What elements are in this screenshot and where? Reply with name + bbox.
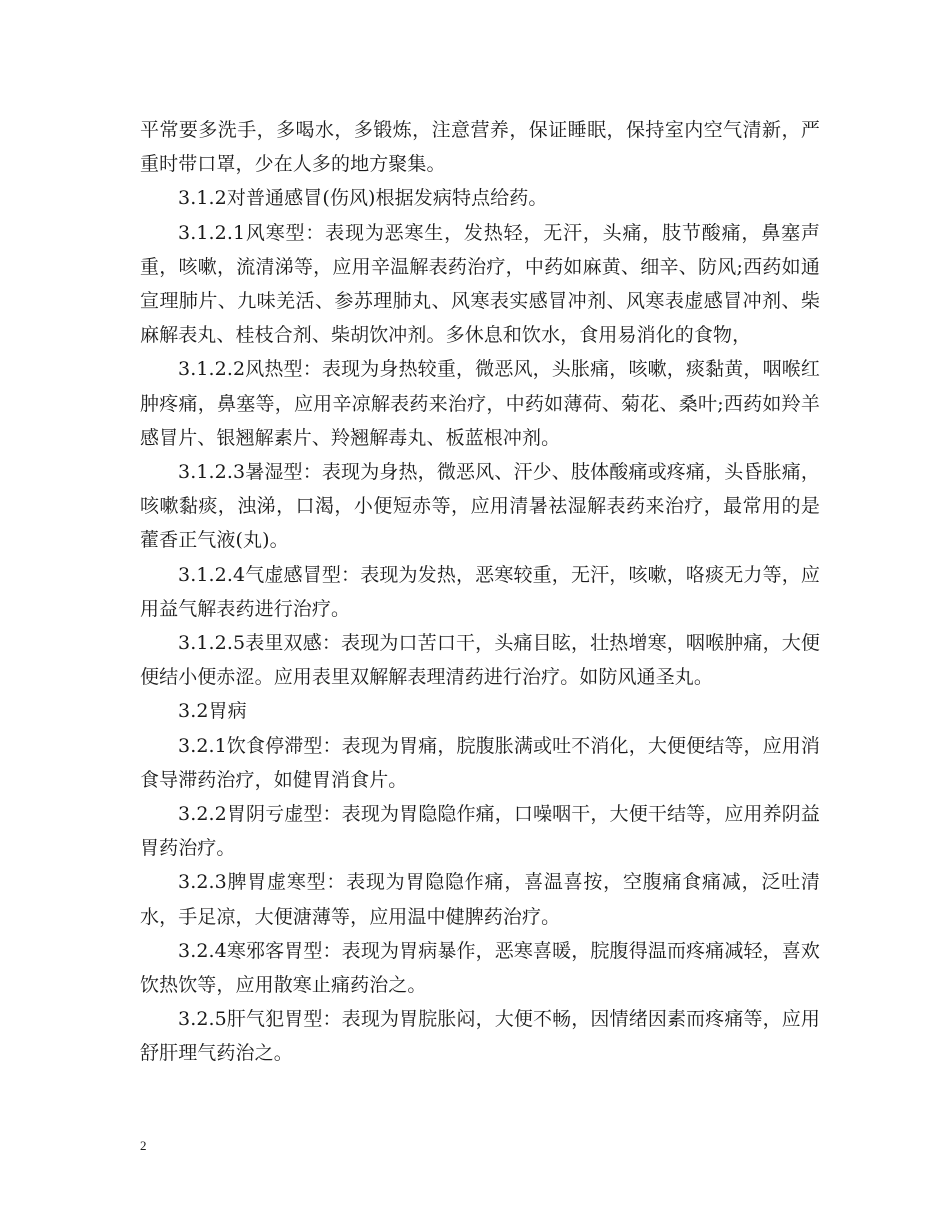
paragraph: 3.2.1饮食停滞型：表现为胃痛，脘腹胀满或吐不消化，大便便结等，应用消食导滞药治疗，如健胃消食片。 [140, 734, 820, 791]
paragraph: 3.1.2.3暑湿型：表现为身热，微恶风、汗少、肢体酸痛或疼痛，头昏胀痛，咳嗽黏痰，浊涕，口渴，小便短赤等，应用清暑祛湿解表药来治疗，最常用的是藿香正气液(丸)。 [140, 461, 820, 552]
paragraph: 平常要多洗手，多喝水，多锻炼，注意营养，保证睡眠，保持室内空气清新，严重时带口罩，少在人多的地方聚集。 [140, 119, 820, 176]
paragraph: 3.1.2.5表里双感：表现为口苦口干，头痛目眩，壮热增寒，咽喉肿痛，大便便结小便赤涩。应用表里双解解表理清药进行治疗。如防风通圣丸。 [140, 632, 820, 689]
paragraph: 3.2.4寒邪客胃型：表现为胃病暴作，恶寒喜暖，脘腹得温而疼痛减轻，喜欢饮热饮等，应用散寒止痛药治之。 [140, 939, 820, 997]
paragraph: 3.2.2胃阴亏虚型：表现为胃隐隐作痛，口噪咽干，大便干结等，应用养阴益胃药治疗。 [140, 803, 820, 860]
paragraph: 3.1.2.1风寒型：表现为恶寒生，发热轻，无汗，头痛，肢节酸痛，鼻塞声重，咳嗽，流清涕等，应用辛温解表药治疗，中药如麻黄、细辛、防风;西药如通宣理肺片、九味羌活、参苏理肺丸、风寒表实感冒冲剂、风寒表虚感冒冲剂、柴麻解表丸、桂枝合剂、柴胡饮冲剂。多休息和饮水，食用易消化的食物， [140, 221, 820, 347]
paragraph: 3.1.2对普通感冒(伤风)根据发病特点给药。 [178, 187, 548, 210]
paragraph: 3.2.3脾胃虚寒型：表现为胃隐隐作痛，喜温喜按，空腹痛食痛减，泛吐清水，手足凉，大便溏薄等，应用温中健脾药治疗。 [140, 871, 820, 928]
document-body [140, 113, 820, 1071]
page-number: 2 [140, 1138, 147, 1153]
paragraph: 3.1.2.2风热型：表现为身热较重，微恶风，头胀痛，咳嗽，痰黏黄，咽喉红肿疼痛，鼻塞等，应用辛凉解表药来治疗，中药如薄荷、菊花、桑叶;西药如羚羊感冒片、银翘解素片、羚翘解毒丸、板蓝根冲剂。 [140, 358, 820, 449]
paragraph: 3.2.5肝气犯胃型：表现为胃脘胀闷，大便不畅，因情绪因素而疼痛等，应用舒肝理气药治之。 [140, 1008, 820, 1065]
section-heading: 3.2胃病 [178, 700, 247, 723]
paragraph: 3.1.2.4气虚感冒型：表现为发热，恶寒较重，无汗，咳嗽，咯痰无力等，应用益气解表药进行治疗。 [140, 563, 820, 620]
